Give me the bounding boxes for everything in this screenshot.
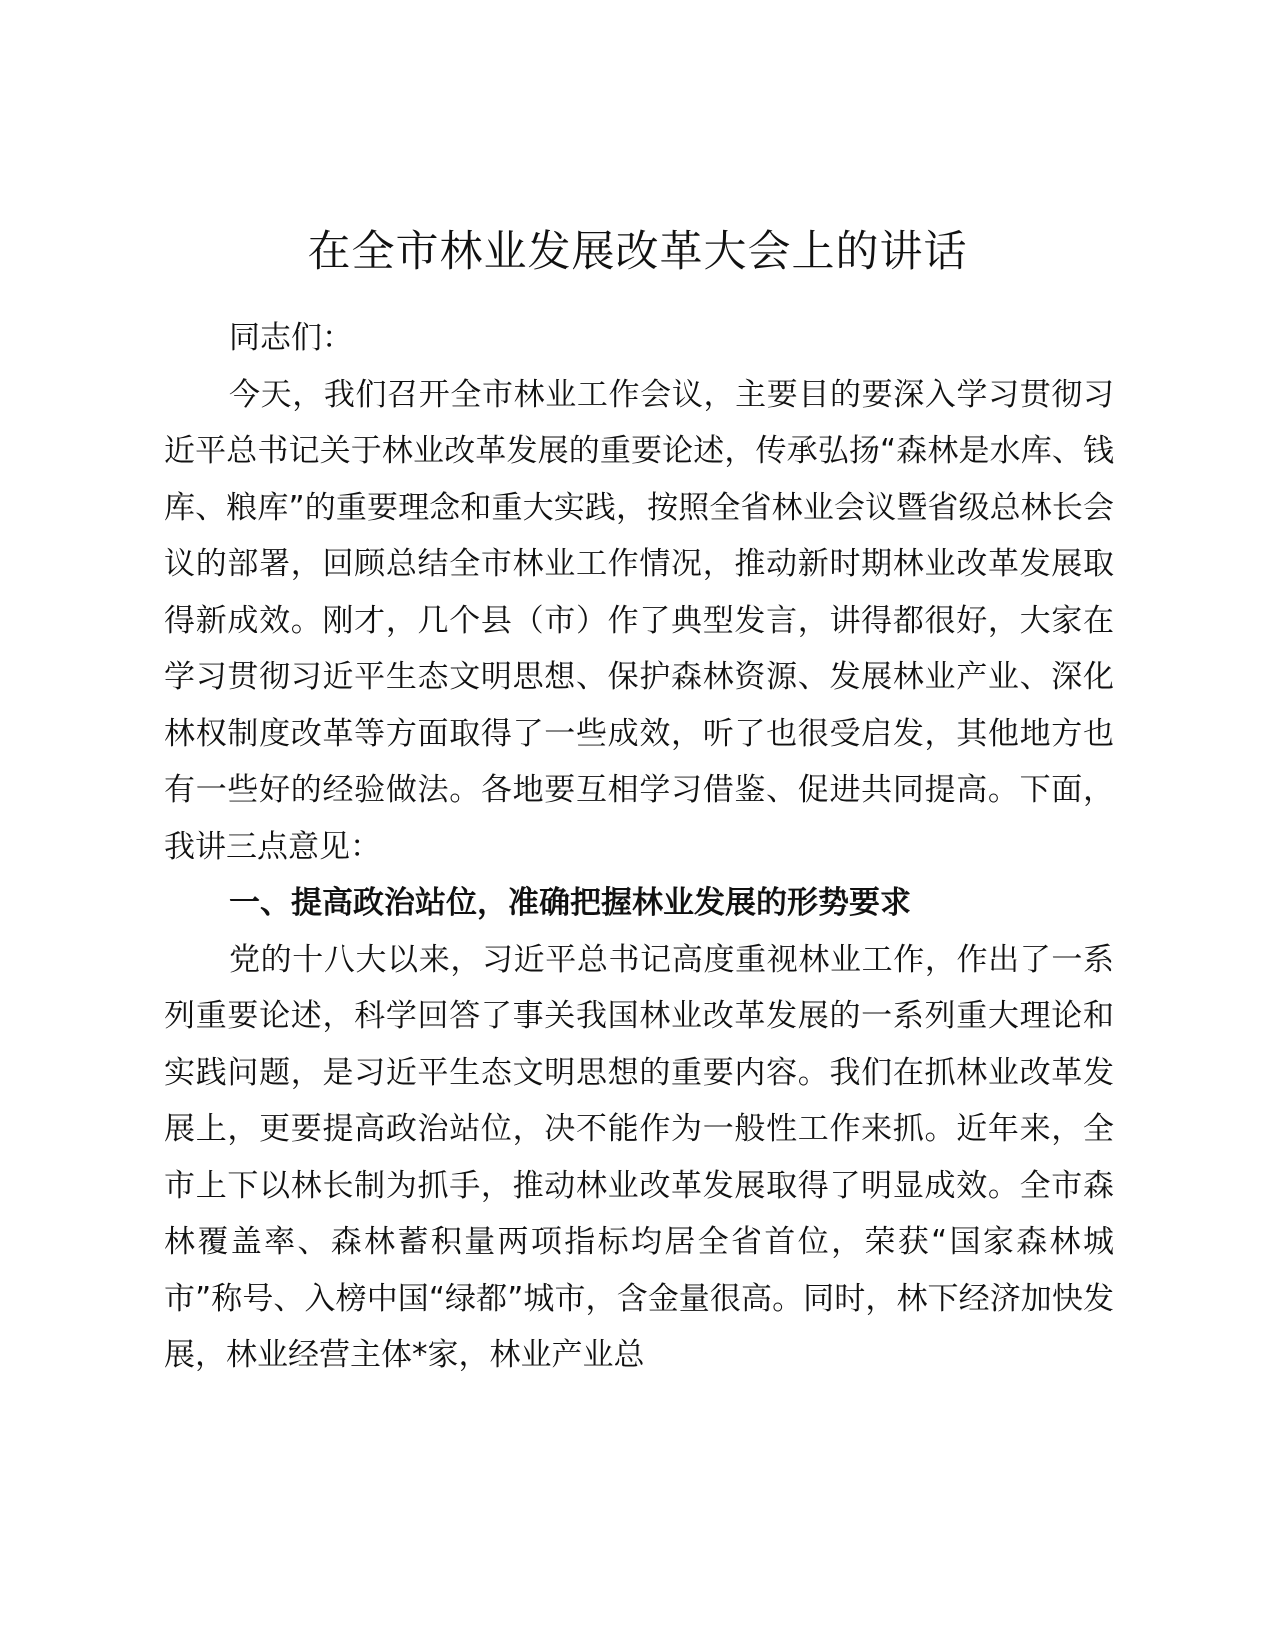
paragraph-intro: 今天，我们召开全市林业工作会议，主要目的要深入学习贯彻习近平总书记关于林业改革发展的重要论述，传承弘扬“森林是水库、钱库、粮库”的重要理念和重大实践，按照全省林业会议暨省级总林长会议的部署，回顾总结全市林业工作情况，推动新时期林业改革发展取得新成效。刚才，几个县（市）作了典型发言，讲得都很好，大家在学习贯彻习近平生态文明思想、保护森林资源、发展林业产业、深化林权制度改革等方面取得了一些成效，听了也很受启发，其他地方也有一些好的经验做法。各地要互相学习借鉴、促进共同提高。下面，我讲三点意见： bbox=[164, 376, 1114, 865]
salutation: 同志们： bbox=[229, 320, 353, 356]
section-heading-1: 一、提高政治站位，准确把握林业发展的形势要求 bbox=[229, 885, 911, 921]
paragraph-section-1: 党的十八大以来，习近平总书记高度重视林业工作，作出了一系列重要论述，科学回答了事关我国林业改革发展的一系列重大理论和实践问题，是习近平生态文明思想的重要内容。我们在抓林业改革发展上，更要提高政治站位，决不能作为一般性工作来抓。近年来，全市上下以林长制为抓手，推动林业改革发展取得了明显成效。全市森林覆盖率、森林蓄积量两项指标均居全省首位，荣获“国家森林城市”称号、入榜中国“绿都”城市，含金量很高。同时，林下经济加快发展，林业经营主体*家，林业产业总 bbox=[164, 941, 1114, 1373]
document-body bbox=[164, 310, 1114, 1384]
document-title: 在全市林业发展改革大会上的讲话 bbox=[307, 227, 968, 277]
